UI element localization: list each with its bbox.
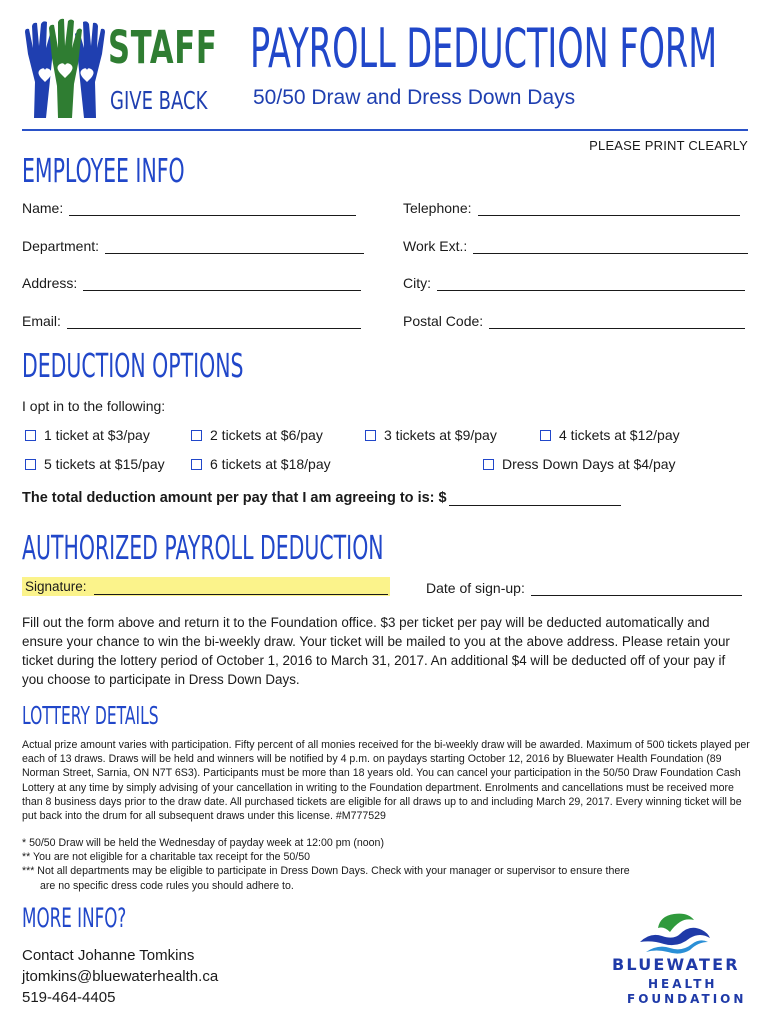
option-6-tickets[interactable] [191, 456, 331, 472]
staff-logo-text: STAFF [108, 21, 218, 74]
option-1-ticket[interactable] [25, 427, 150, 443]
checkbox[interactable] [540, 430, 551, 441]
option-label: 3 tickets at $9/pay [384, 427, 497, 443]
bluewater-logo-health: HEALTH [648, 977, 718, 991]
name-input-line[interactable] [69, 201, 356, 216]
note-item: ** You are not eligible for a charitable tax receipt for the 50/50 [22, 851, 310, 864]
bluewater-logo-foundation: FOUNDATION [627, 992, 747, 1006]
authorized-deduction-heading: AUTHORIZED PAYROLL DEDUCTION [22, 528, 384, 567]
name-field[interactable] [22, 200, 356, 216]
option-label: 4 tickets at $12/pay [559, 427, 680, 443]
checkbox[interactable] [191, 430, 202, 441]
name-label: Name: [22, 200, 64, 216]
city-label: City: [403, 275, 431, 291]
contact-block [22, 945, 218, 1008]
option-4-tickets[interactable] [540, 427, 680, 443]
signature-label: Signature: [25, 579, 87, 594]
telephone-input-line[interactable] [478, 201, 740, 216]
department-label: Department: [22, 238, 100, 254]
option-5-tickets[interactable] [25, 456, 165, 472]
contact-email[interactable]: jtomkins@bluewaterhealth.ca [22, 968, 219, 985]
print-clearly-note: PLEASE PRINT CLEARLY [589, 138, 748, 153]
address-input-line[interactable] [83, 276, 361, 291]
department-field[interactable] [22, 238, 364, 254]
header-divider [22, 129, 748, 131]
opt-in-intro: I opt in to the following: [22, 398, 166, 414]
deduction-options-heading: DEDUCTION OPTIONS [22, 346, 244, 385]
total-amount-input-line[interactable] [449, 491, 621, 506]
telephone-field[interactable] [403, 200, 740, 216]
department-input-line[interactable] [105, 239, 364, 254]
work-ext-field[interactable] [403, 238, 748, 254]
employee-info-heading: EMPLOYEE INFO [22, 151, 185, 190]
date-of-signup-label: Date of sign-up: [426, 580, 525, 596]
telephone-label: Telephone: [403, 200, 472, 216]
option-label: 1 ticket at $3/pay [44, 427, 150, 443]
bluewater-logo-name: BLUEWATER [612, 955, 740, 974]
postal-code-field[interactable] [403, 313, 745, 329]
email-field[interactable] [22, 313, 361, 329]
option-label: 6 tickets at $18/pay [210, 456, 331, 472]
lottery-details-text: Actual prize amount varies with participation. Fifty percent of all monies received for the bi-weekly draw will be awarded. Maximum of 500 tickets played per each of 13 draws. Draws will be held and winners will be notified by 4 p.m. on paydays starting October 12, 2016 by Bluewater Health Foundation (89 Norman Street, Sarnia, ON N7T 6S3). Participants must be more than 18 years old. You can cancel your participation in the 50/50 Draw Foundation Cash Lottery at any time by simply advising of your cancellation in writing to the Foundation department. Enrolments and cancellations must be received more than 8 business days prior to the draw date. All purchased tickets are eligible for all draws up to and including March 29, 2017. Every winning ticket will be put back into the drum for all subsequent draws under this license. #M777529 [22, 739, 750, 823]
option-label: 5 tickets at $15/pay [44, 456, 165, 472]
email-input-line[interactable] [67, 314, 361, 329]
work-ext-label: Work Ext.: [403, 238, 468, 254]
option-dress-down-days[interactable] [483, 456, 676, 472]
page-title: PAYROLL DEDUCTION FORM [250, 17, 718, 80]
checkbox[interactable] [365, 430, 376, 441]
note-item: are no specific dress code rules you should adhere to. [40, 879, 294, 892]
address-label: Address: [22, 275, 78, 291]
total-deduction-label: The total deduction amount per pay that I am agreeing to is: $ [22, 490, 447, 506]
checkbox[interactable] [25, 430, 36, 441]
city-input-line[interactable] [437, 276, 745, 291]
checkbox[interactable] [483, 459, 494, 470]
lottery-details-heading: LOTTERY DETAILS [22, 701, 159, 730]
date-of-signup-field[interactable] [426, 580, 742, 596]
page-subtitle: 50/50 Draw and Dress Down Days [253, 86, 576, 109]
note-item: *** Not all departments may be eligible to participate in Dress Down Days. Check with your manager or supervisor to ensure there [22, 865, 630, 878]
instructions-paragraph: Fill out the form above and return it to the Foundation office. $3 per ticket per pay will be deducted automatically and ensure your chance to win the bi-weekly draw. Your ticket will be mailed to you at the above address. Please retain your ticket during the lottery period of October 1, 2016 to March 31, 2017. An additional $4 will be deducted off of your pay if you choose to participate in Dress Down Days. [22, 615, 730, 687]
note-item: * 50/50 Draw will be held the Wednesday of payday week at 12:00 pm (noon) [22, 837, 384, 849]
option-label: 2 tickets at $6/pay [210, 427, 323, 443]
option-label: Dress Down Days at $4/pay [502, 456, 676, 472]
email-label: Email: [22, 313, 61, 329]
total-deduction-field[interactable] [22, 490, 621, 506]
address-field[interactable] [22, 275, 361, 291]
contact-phone: 519-464-4405 [22, 989, 116, 1006]
postal-code-input-line[interactable] [489, 314, 745, 329]
give-back-logo-text: GIVE BACK [110, 86, 208, 115]
lottery-notes [22, 836, 750, 893]
city-field[interactable] [403, 275, 745, 291]
option-2-tickets[interactable] [191, 427, 323, 443]
staff-give-back-hands-logo [22, 18, 108, 120]
more-info-heading: MORE INFO? [22, 903, 127, 934]
bluewater-leaf-wave-icon [640, 912, 710, 954]
date-of-signup-input-line[interactable] [531, 581, 742, 596]
option-3-tickets[interactable] [365, 427, 497, 443]
contact-name: Contact Johanne Tomkins [22, 947, 195, 964]
work-ext-input-line[interactable] [473, 239, 748, 254]
postal-code-label: Postal Code: [403, 313, 484, 329]
signature-input-line[interactable] [94, 594, 388, 595]
checkbox[interactable] [25, 459, 36, 470]
checkbox[interactable] [191, 459, 202, 470]
